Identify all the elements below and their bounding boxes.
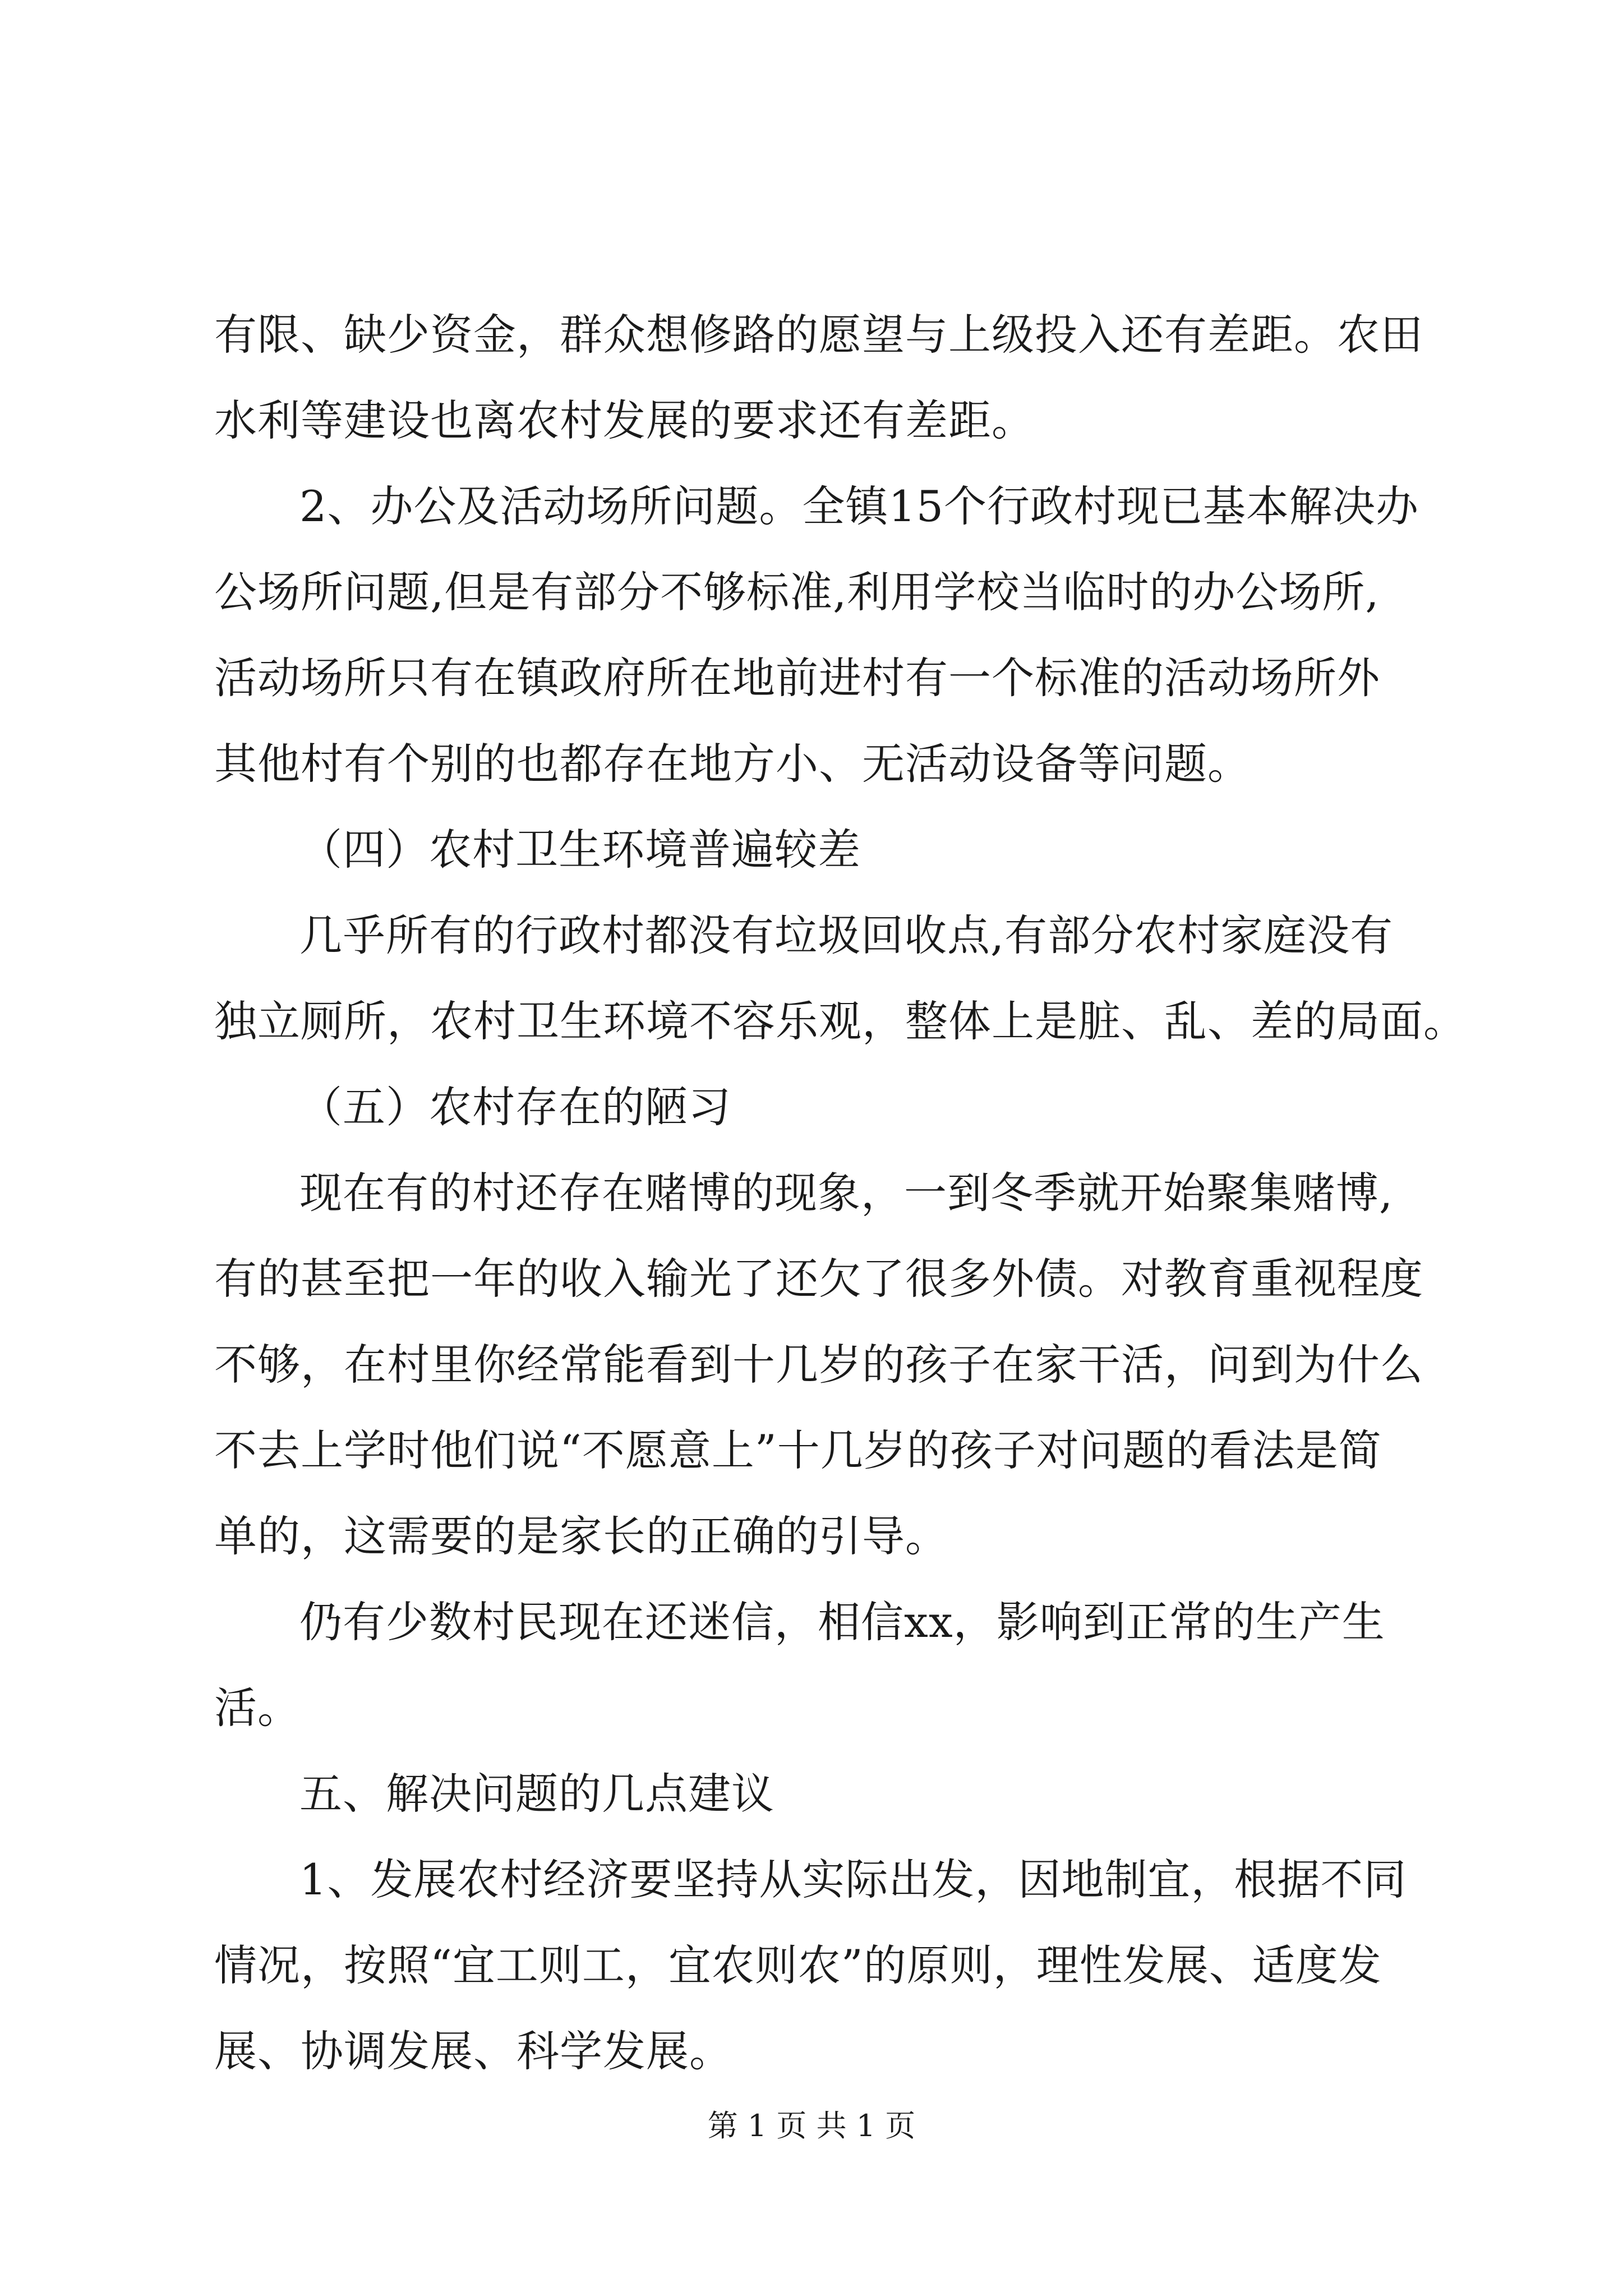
text-line: 活动场所只有在镇政府所在地前进村有一个标准的活动场所外: [214, 653, 1380, 703]
text-line: 独立厕所，农村卫生环境不容乐观，整体上是脏、乱、差的局面。: [214, 996, 1467, 1046]
text-line: 公场所问题,但是有部分不够标准,利用学校当临时的办公场所,: [214, 567, 1380, 617]
paragraph-start: 2、办公及活动场所问题。全镇15个行政村现已基本解决办: [299, 481, 1419, 531]
text-line: 其他村有个别的也都存在地方小、无活动设备等问题。: [214, 739, 1251, 789]
document-body: [214, 292, 1467, 2094]
text-line: 不够，在村里你经常能看到十几岁的孩子在家干活，问到为什么: [214, 1340, 1423, 1389]
text-line: 展、协调发展、科学发展。: [214, 2026, 732, 2076]
paragraph-start: 仍有少数村民现在还迷信，相信xx，影响到正常的生产生: [299, 1597, 1385, 1647]
text-line: 不去上学时他们说“不愿意上”十几岁的孩子对问题的看法是简: [214, 1425, 1382, 1475]
paragraph-start: 现在有的村还存在赌博的现象，一到冬季就开始聚集赌博,: [299, 1168, 1394, 1218]
section-heading: （五）农村存在的陋习: [299, 1082, 731, 1132]
paragraph-start: 几乎所有的行政村都没有垃圾回收点,有部分农村家庭没有: [299, 910, 1394, 960]
page-number-footer: 第 1 页 共 1 页: [707, 2108, 916, 2143]
text-line: 有限、缺少资金，群众想修路的愿望与上级投入还有差距。农田: [214, 310, 1423, 360]
text-line: 单的，这需要的是家长的正确的引导。: [214, 1511, 948, 1561]
paragraph-start: 1、发展农村经济要坚持从实际出发，因地制宜，根据不同: [299, 1855, 1407, 1904]
section-heading: （四）农村卫生环境普遍较差: [299, 825, 861, 875]
text-line: 有的甚至把一年的收入输光了还欠了很多外债。对教育重视程度: [214, 1254, 1423, 1304]
text-line: 情况，按照“宜工则工，宜农则农”的原则，理性发展、适度发: [214, 1940, 1382, 1990]
text-line: 水利等建设也离农村发展的要求还有差距。: [214, 395, 1035, 445]
section-heading: 五、解决问题的几点建议: [299, 1769, 774, 1819]
text-line: 活。: [214, 1683, 301, 1733]
